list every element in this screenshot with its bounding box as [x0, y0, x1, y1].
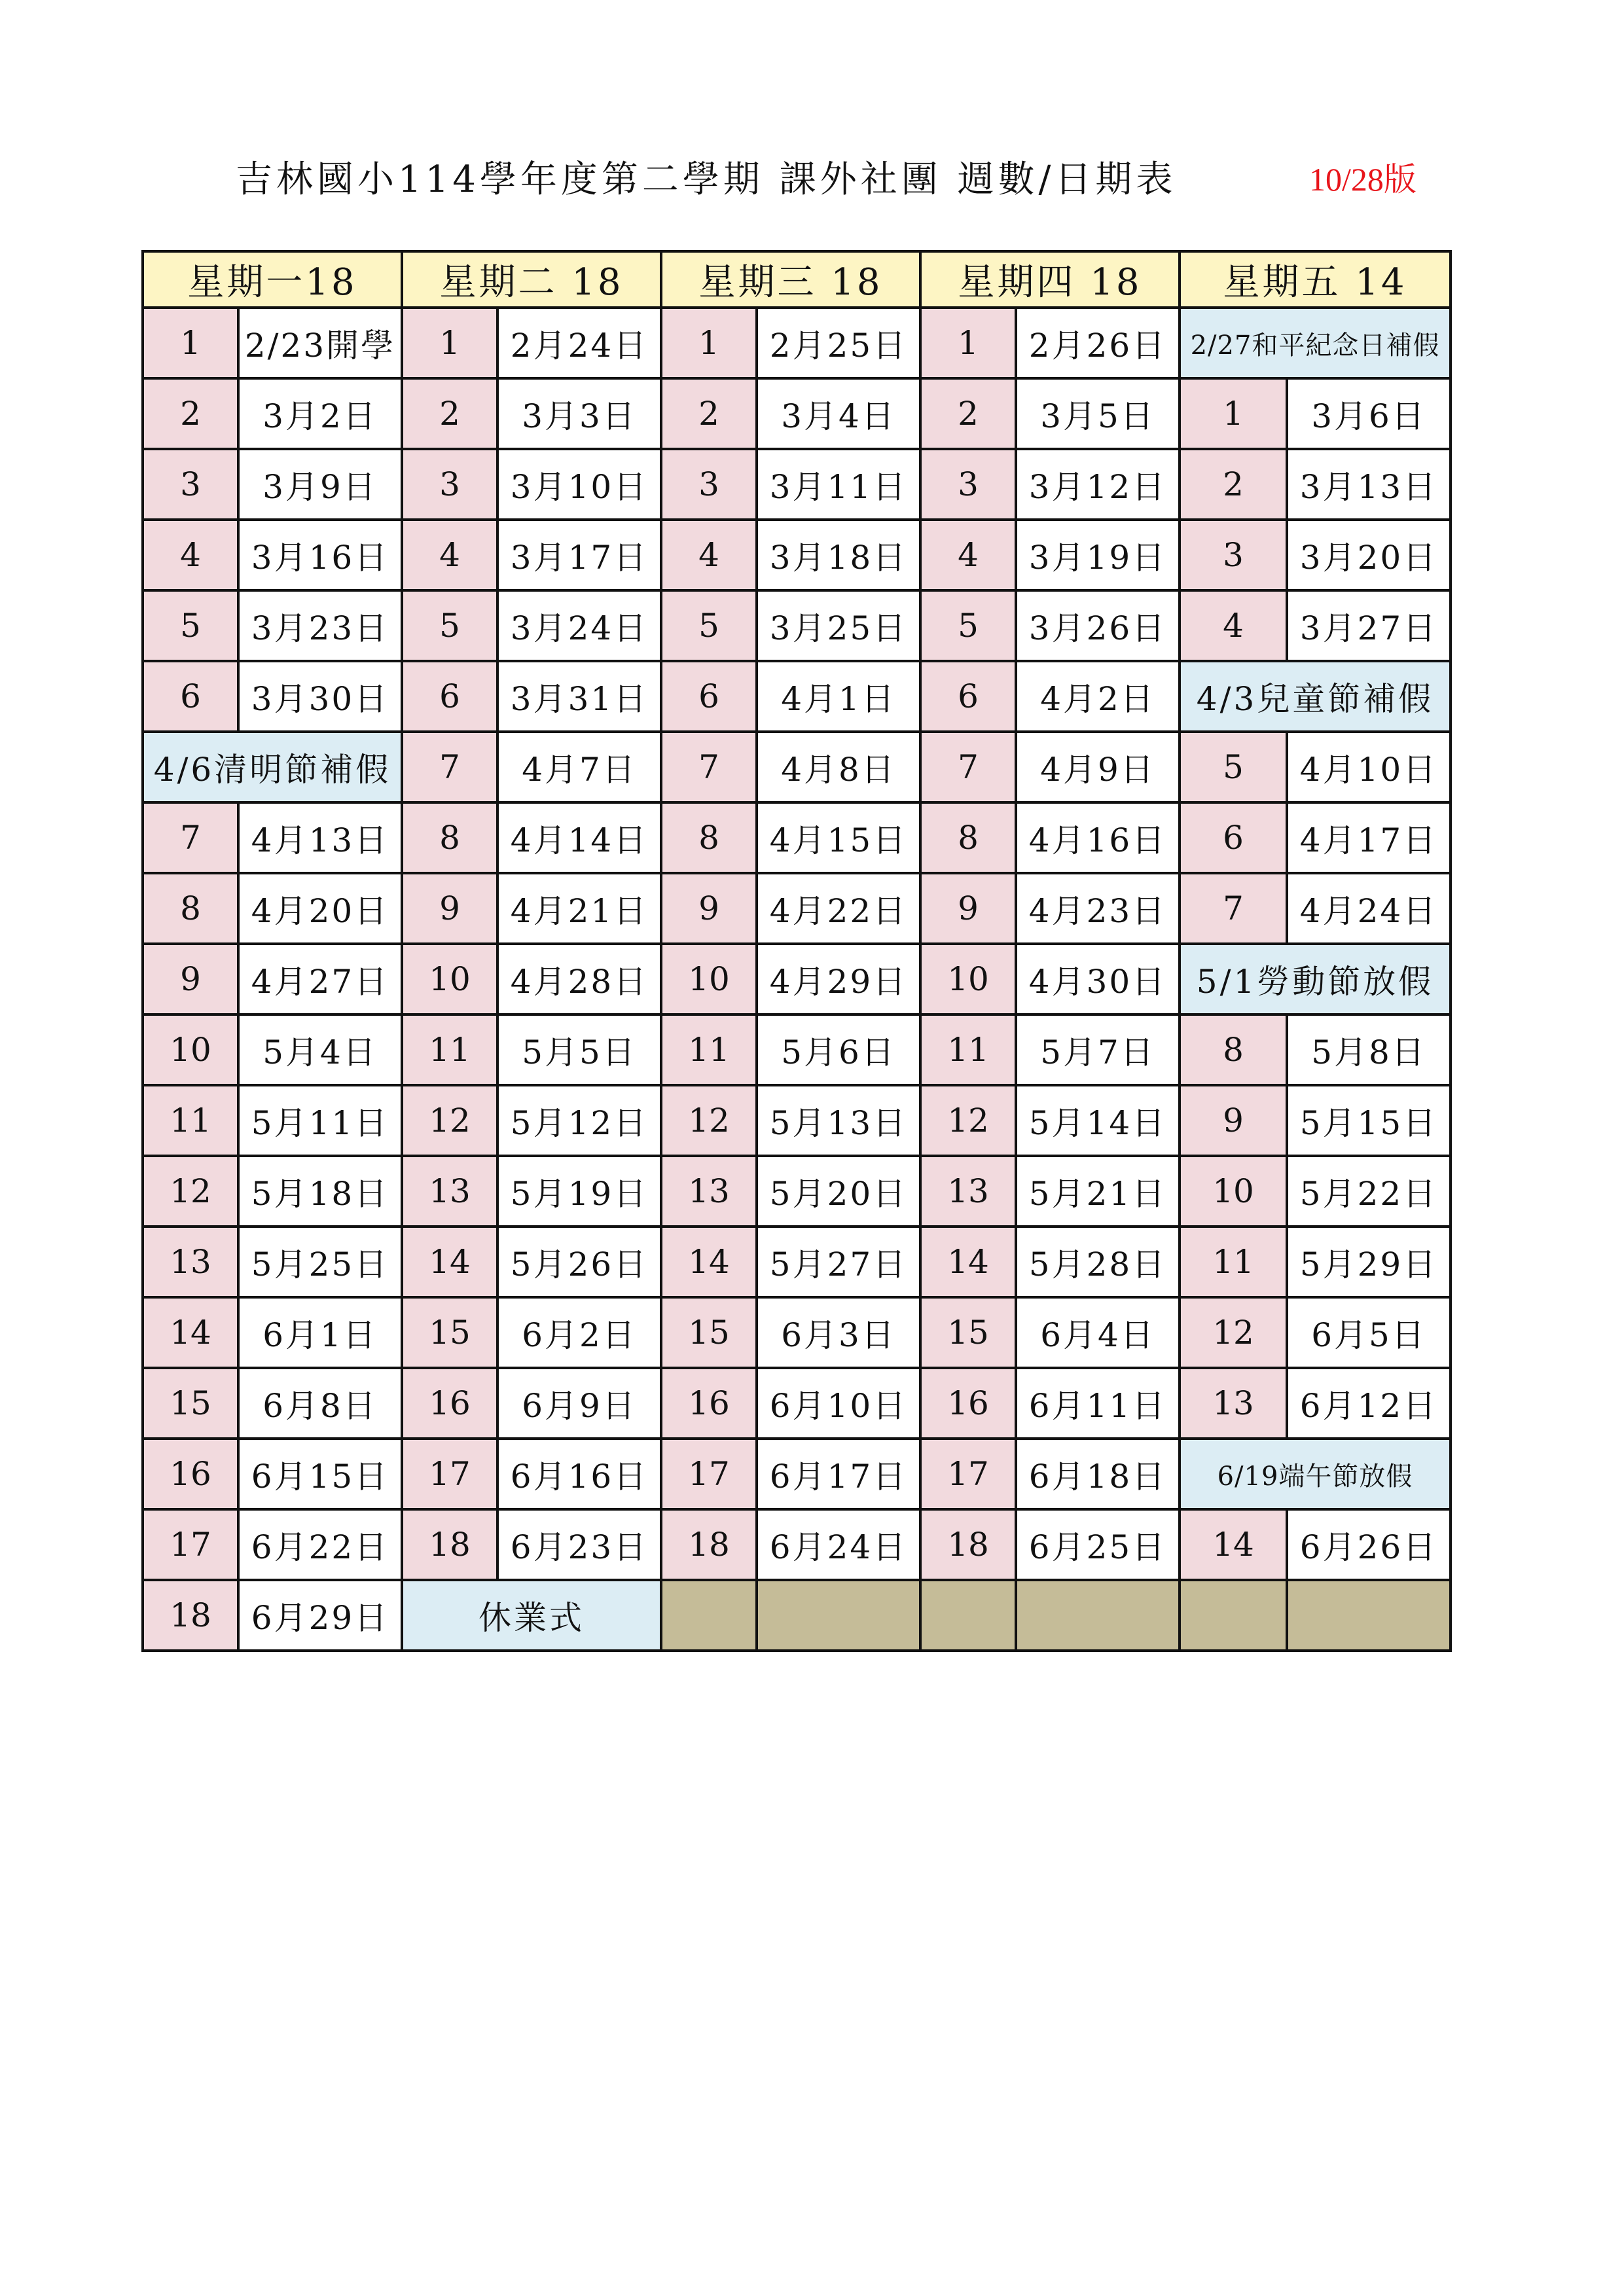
- date-cell-monday: 5月25日: [238, 1227, 402, 1297]
- week-number-tuesday: 17: [402, 1439, 497, 1509]
- week-number-wednesday: 10: [661, 944, 757, 1014]
- date-cell-friday: 4月10日: [1287, 732, 1451, 802]
- column-header-wednesday: 星期三 18: [661, 251, 920, 308]
- date-cell-thursday: 3月12日: [1016, 449, 1180, 520]
- holiday-cell-friday: 4/3兒童節補假: [1180, 661, 1451, 732]
- week-number-wednesday: 4: [661, 520, 757, 590]
- week-number-thursday: 5: [920, 590, 1016, 661]
- date-cell-friday: 5月8日: [1287, 1014, 1451, 1085]
- week-number-monday: 11: [143, 1085, 238, 1156]
- week-number-friday: 1: [1180, 378, 1287, 449]
- week-number-thursday: 2: [920, 378, 1016, 449]
- table-row: [143, 449, 1451, 520]
- date-cell-thursday: 3月19日: [1016, 520, 1180, 590]
- week-number-thursday: 11: [920, 1014, 1016, 1085]
- table-row: [143, 1085, 1451, 1156]
- date-cell-friday: 6月26日: [1287, 1509, 1451, 1580]
- week-number-thursday: 18: [920, 1509, 1016, 1580]
- empty-cell-friday: [1180, 1580, 1287, 1651]
- date-cell-tuesday: 3月31日: [497, 661, 661, 732]
- week-number-friday: 10: [1180, 1156, 1287, 1227]
- date-cell-friday: 3月27日: [1287, 590, 1451, 661]
- week-number-thursday: 17: [920, 1439, 1016, 1509]
- date-cell-thursday: 5月7日: [1016, 1014, 1180, 1085]
- date-cell-tuesday: 5月26日: [497, 1227, 661, 1297]
- week-number-wednesday: 12: [661, 1085, 757, 1156]
- table-row: [143, 1014, 1451, 1085]
- date-cell-wednesday: 6月10日: [757, 1368, 920, 1439]
- date-cell-monday: 3月9日: [238, 449, 402, 520]
- date-cell-friday: 6月5日: [1287, 1297, 1451, 1368]
- week-number-tuesday: 4: [402, 520, 497, 590]
- date-cell-thursday: 6月25日: [1016, 1509, 1180, 1580]
- week-number-tuesday: 13: [402, 1156, 497, 1227]
- date-cell-monday: 4月27日: [238, 944, 402, 1014]
- week-number-monday: 16: [143, 1439, 238, 1509]
- date-cell-friday: 4月17日: [1287, 802, 1451, 873]
- date-cell-monday: 2/23開學: [238, 308, 402, 378]
- date-cell-monday: 5月11日: [238, 1085, 402, 1156]
- week-number-monday: 18: [143, 1580, 238, 1651]
- column-header-thursday: 星期四 18: [920, 251, 1180, 308]
- date-cell-tuesday: 4月7日: [497, 732, 661, 802]
- week-number-wednesday: 18: [661, 1509, 757, 1580]
- column-header-friday: 星期五 14: [1180, 251, 1451, 308]
- date-cell-thursday: 4月9日: [1016, 732, 1180, 802]
- date-cell-wednesday: 5月27日: [757, 1227, 920, 1297]
- date-cell-monday: 3月23日: [238, 590, 402, 661]
- date-cell-tuesday: 6月16日: [497, 1439, 661, 1509]
- week-number-monday: 1: [143, 308, 238, 378]
- week-number-wednesday: 7: [661, 732, 757, 802]
- date-cell-friday: 3月13日: [1287, 449, 1451, 520]
- week-number-monday: 9: [143, 944, 238, 1014]
- week-number-friday: 8: [1180, 1014, 1287, 1085]
- week-number-monday: 6: [143, 661, 238, 732]
- week-number-wednesday: 9: [661, 873, 757, 944]
- table-row: [143, 661, 1451, 732]
- date-cell-thursday: 3月5日: [1016, 378, 1180, 449]
- date-cell-tuesday: 5月5日: [497, 1014, 661, 1085]
- date-cell-tuesday: 3月3日: [497, 378, 661, 449]
- date-cell-monday: 4月13日: [238, 802, 402, 873]
- week-number-tuesday: 7: [402, 732, 497, 802]
- date-cell-friday: 4月24日: [1287, 873, 1451, 944]
- empty-cell-thursday: [1016, 1580, 1180, 1651]
- date-cell-monday: 3月2日: [238, 378, 402, 449]
- week-number-friday: 3: [1180, 520, 1287, 590]
- week-number-tuesday: 8: [402, 802, 497, 873]
- date-cell-wednesday: 4月22日: [757, 873, 920, 944]
- date-cell-thursday: 5月14日: [1016, 1085, 1180, 1156]
- week-number-friday: 14: [1180, 1509, 1287, 1580]
- week-number-wednesday: 3: [661, 449, 757, 520]
- week-number-friday: 13: [1180, 1368, 1287, 1439]
- date-cell-tuesday: 6月2日: [497, 1297, 661, 1368]
- holiday-cell-friday: 2/27和平紀念日補假: [1180, 308, 1451, 378]
- week-number-tuesday: 11: [402, 1014, 497, 1085]
- week-number-wednesday: 14: [661, 1227, 757, 1297]
- date-cell-wednesday: 4月1日: [757, 661, 920, 732]
- empty-cell-friday: [1287, 1580, 1451, 1651]
- date-cell-wednesday: 5月6日: [757, 1014, 920, 1085]
- table-row: [143, 1156, 1451, 1227]
- week-number-monday: 8: [143, 873, 238, 944]
- date-cell-thursday: 5月28日: [1016, 1227, 1180, 1297]
- week-number-friday: 2: [1180, 449, 1287, 520]
- date-cell-friday: 5月22日: [1287, 1156, 1451, 1227]
- week-number-tuesday: 3: [402, 449, 497, 520]
- date-cell-tuesday: 3月10日: [497, 449, 661, 520]
- date-cell-wednesday: 4月29日: [757, 944, 920, 1014]
- week-number-wednesday: 5: [661, 590, 757, 661]
- table-row: [143, 308, 1451, 378]
- date-cell-friday: 6月12日: [1287, 1368, 1451, 1439]
- week-number-monday: 4: [143, 520, 238, 590]
- table-row: [143, 1368, 1451, 1439]
- week-number-wednesday: 13: [661, 1156, 757, 1227]
- week-number-wednesday: 15: [661, 1297, 757, 1368]
- holiday-cell-friday: 6/19端午節放假: [1180, 1439, 1451, 1509]
- week-number-friday: 9: [1180, 1085, 1287, 1156]
- empty-cell-wednesday: [757, 1580, 920, 1651]
- header-row: [143, 251, 1451, 308]
- week-number-thursday: 10: [920, 944, 1016, 1014]
- week-number-thursday: 14: [920, 1227, 1016, 1297]
- date-cell-thursday: 4月30日: [1016, 944, 1180, 1014]
- date-cell-monday: 6月8日: [238, 1368, 402, 1439]
- table-row: [143, 1297, 1451, 1368]
- week-number-wednesday: 16: [661, 1368, 757, 1439]
- week-number-friday: 6: [1180, 802, 1287, 873]
- date-cell-thursday: 5月21日: [1016, 1156, 1180, 1227]
- week-number-monday: 13: [143, 1227, 238, 1297]
- date-cell-thursday: 6月11日: [1016, 1368, 1180, 1439]
- week-number-wednesday: 1: [661, 308, 757, 378]
- week-number-thursday: 3: [920, 449, 1016, 520]
- table-row: [143, 1509, 1451, 1580]
- week-number-monday: 3: [143, 449, 238, 520]
- week-number-wednesday: 6: [661, 661, 757, 732]
- week-number-tuesday: 12: [402, 1085, 497, 1156]
- week-number-tuesday: 1: [402, 308, 497, 378]
- date-cell-monday: 4月20日: [238, 873, 402, 944]
- date-cell-monday: 3月30日: [238, 661, 402, 732]
- week-number-thursday: 4: [920, 520, 1016, 590]
- week-number-monday: 5: [143, 590, 238, 661]
- week-number-friday: 4: [1180, 590, 1287, 661]
- date-cell-tuesday: 4月14日: [497, 802, 661, 873]
- header: [0, 151, 1624, 209]
- date-cell-monday: 6月15日: [238, 1439, 402, 1509]
- week-number-thursday: 1: [920, 308, 1016, 378]
- week-number-friday: 7: [1180, 873, 1287, 944]
- date-cell-wednesday: 3月4日: [757, 378, 920, 449]
- empty-cell-wednesday: [661, 1580, 757, 1651]
- table-row: [143, 590, 1451, 661]
- date-cell-wednesday: 2月25日: [757, 308, 920, 378]
- date-cell-monday: 6月1日: [238, 1297, 402, 1368]
- date-cell-thursday: 4月2日: [1016, 661, 1180, 732]
- week-number-monday: 15: [143, 1368, 238, 1439]
- week-number-monday: 7: [143, 802, 238, 873]
- date-cell-friday: 3月6日: [1287, 378, 1451, 449]
- date-cell-monday: 5月4日: [238, 1014, 402, 1085]
- table-row: [143, 378, 1451, 449]
- table-row: [143, 802, 1451, 873]
- week-number-monday: 12: [143, 1156, 238, 1227]
- date-cell-tuesday: 2月24日: [497, 308, 661, 378]
- table-row: [143, 1580, 1451, 1651]
- date-cell-wednesday: 4月8日: [757, 732, 920, 802]
- week-number-monday: 2: [143, 378, 238, 449]
- week-number-monday: 10: [143, 1014, 238, 1085]
- date-cell-thursday: 4月23日: [1016, 873, 1180, 944]
- table-row: [143, 944, 1451, 1014]
- date-cell-tuesday: 6月23日: [497, 1509, 661, 1580]
- week-number-friday: 11: [1180, 1227, 1287, 1297]
- date-cell-wednesday: 6月24日: [757, 1509, 920, 1580]
- week-number-thursday: 6: [920, 661, 1016, 732]
- week-number-tuesday: 9: [402, 873, 497, 944]
- date-cell-tuesday: 6月9日: [497, 1368, 661, 1439]
- date-cell-wednesday: 3月25日: [757, 590, 920, 661]
- week-number-friday: 5: [1180, 732, 1287, 802]
- week-number-wednesday: 17: [661, 1439, 757, 1509]
- week-number-wednesday: 2: [661, 378, 757, 449]
- week-number-tuesday: 16: [402, 1368, 497, 1439]
- week-number-tuesday: 18: [402, 1509, 497, 1580]
- date-cell-thursday: 3月26日: [1016, 590, 1180, 661]
- date-cell-thursday: 2月26日: [1016, 308, 1180, 378]
- date-cell-wednesday: 5月20日: [757, 1156, 920, 1227]
- date-cell-wednesday: 3月18日: [757, 520, 920, 590]
- week-number-thursday: 16: [920, 1368, 1016, 1439]
- table-row: [143, 1439, 1451, 1509]
- date-cell-wednesday: 6月17日: [757, 1439, 920, 1509]
- date-cell-tuesday: 3月17日: [497, 520, 661, 590]
- week-number-thursday: 7: [920, 732, 1016, 802]
- column-header-monday: 星期一18: [143, 251, 402, 308]
- week-number-monday: 17: [143, 1509, 238, 1580]
- week-number-tuesday: 6: [402, 661, 497, 732]
- date-cell-thursday: 4月16日: [1016, 802, 1180, 873]
- date-cell-wednesday: 5月13日: [757, 1085, 920, 1156]
- table-row: [143, 873, 1451, 944]
- week-number-thursday: 8: [920, 802, 1016, 873]
- date-cell-wednesday: 3月11日: [757, 449, 920, 520]
- week-number-thursday: 9: [920, 873, 1016, 944]
- date-cell-friday: 5月29日: [1287, 1227, 1451, 1297]
- date-cell-friday: 5月15日: [1287, 1085, 1451, 1156]
- week-number-tuesday: 15: [402, 1297, 497, 1368]
- week-number-thursday: 15: [920, 1297, 1016, 1368]
- holiday-cell-monday: 4/6清明節補假: [143, 732, 402, 802]
- week-number-tuesday: 10: [402, 944, 497, 1014]
- schedule-table: [141, 250, 1452, 1652]
- page-title: 吉林國小114學年度第二學期 課外社團 週數/日期表: [236, 158, 1177, 201]
- date-cell-monday: 5月18日: [238, 1156, 402, 1227]
- date-cell-monday: 6月22日: [238, 1509, 402, 1580]
- column-header-tuesday: 星期二 18: [402, 251, 661, 308]
- date-cell-tuesday: 4月21日: [497, 873, 661, 944]
- week-number-tuesday: 14: [402, 1227, 497, 1297]
- date-cell-wednesday: 6月3日: [757, 1297, 920, 1368]
- date-cell-wednesday: 4月15日: [757, 802, 920, 873]
- date-cell-monday: 3月16日: [238, 520, 402, 590]
- week-number-tuesday: 2: [402, 378, 497, 449]
- week-number-tuesday: 5: [402, 590, 497, 661]
- week-number-friday: 12: [1180, 1297, 1287, 1368]
- date-cell-friday: 3月20日: [1287, 520, 1451, 590]
- table-row: [143, 1227, 1451, 1297]
- week-number-thursday: 12: [920, 1085, 1016, 1156]
- version-label: 10/28版: [1309, 161, 1416, 198]
- date-cell-tuesday: 4月28日: [497, 944, 661, 1014]
- date-cell-thursday: 6月18日: [1016, 1439, 1180, 1509]
- week-number-wednesday: 8: [661, 802, 757, 873]
- table-row: [143, 732, 1451, 802]
- table-row: [143, 520, 1451, 590]
- date-cell-tuesday: 5月19日: [497, 1156, 661, 1227]
- week-number-wednesday: 11: [661, 1014, 757, 1085]
- week-number-monday: 14: [143, 1297, 238, 1368]
- date-cell-monday: 6月29日: [238, 1580, 402, 1651]
- schedule-body: [143, 308, 1451, 1651]
- holiday-cell-tuesday: 休業式: [402, 1580, 661, 1651]
- date-cell-tuesday: 3月24日: [497, 590, 661, 661]
- date-cell-tuesday: 5月12日: [497, 1085, 661, 1156]
- date-cell-thursday: 6月4日: [1016, 1297, 1180, 1368]
- week-number-thursday: 13: [920, 1156, 1016, 1227]
- holiday-cell-friday: 5/1勞動節放假: [1180, 944, 1451, 1014]
- empty-cell-thursday: [920, 1580, 1016, 1651]
